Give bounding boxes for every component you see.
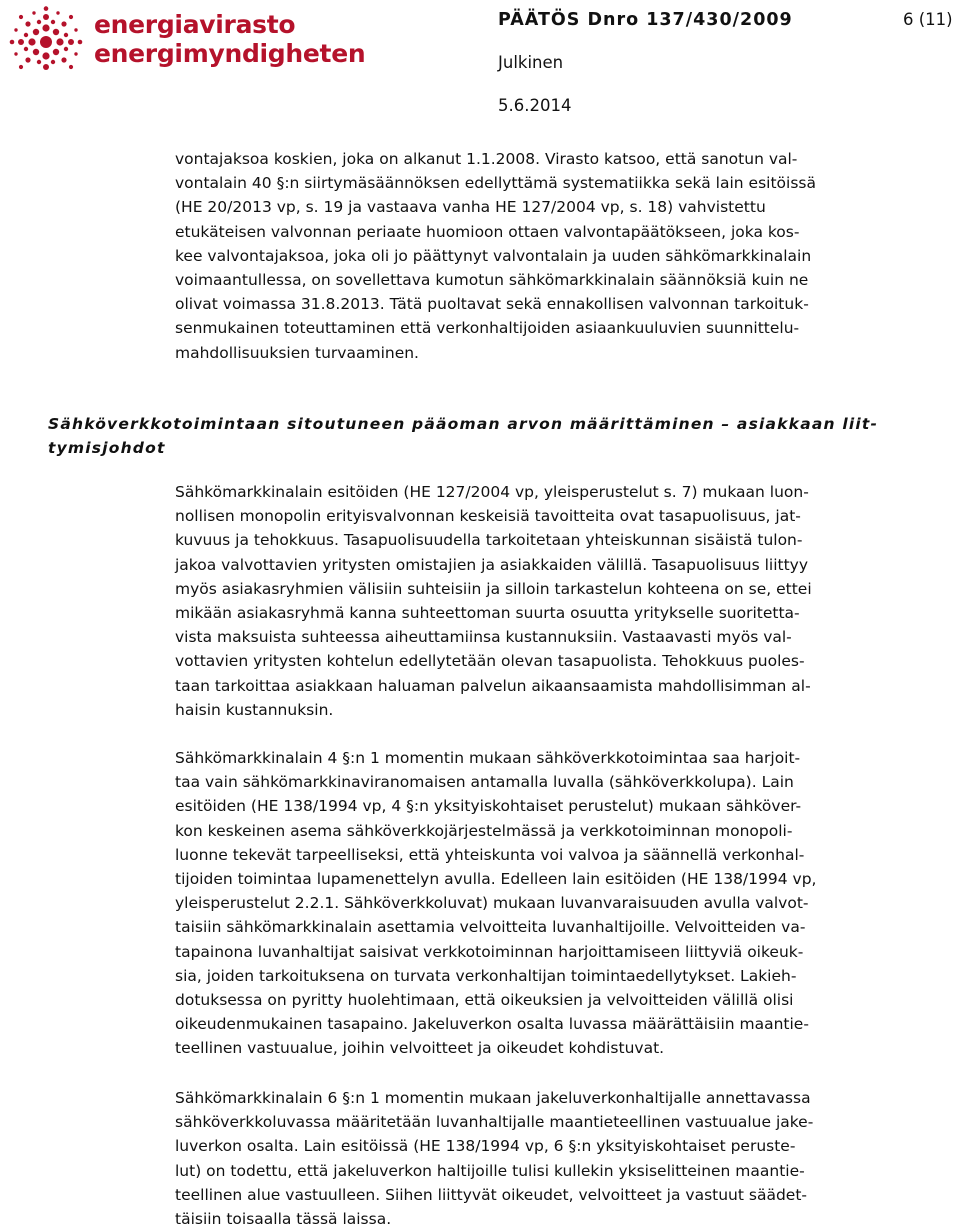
logo-line-finnish: energiavirasto xyxy=(94,10,296,39)
text-line: taan tarkoittaa asiakkaan haluaman palvelun aikaansaamista mahdollisimman al- xyxy=(175,676,811,695)
text-line: taa vain sähkömarkkinaviranomaisen antamalla luvalla (sähköverkkolupa). Lain xyxy=(175,773,794,792)
agency-logo xyxy=(6,6,366,72)
text-line: dotuksessa on pyritty huolehtimaan, että oikeuksien ja velvoitteiden välillä olisi xyxy=(175,991,794,1010)
text-line: vista maksuista suhteessa aiheuttamiinsa kustannuksiin. Vastaavasti myös val- xyxy=(175,628,792,647)
text-line: tapainona luvanhaltijat saisivat verkkotoiminnan harjoittamiseen liittyviä oikeuk- xyxy=(175,942,804,961)
text-line: mikään asiakasryhmä kanna suhteettoman suurta osuutta yritykselle suoritetta- xyxy=(175,604,800,623)
text-line: kee valvontajaksoa, joka oli jo päättynyt valvontalain ja uuden sähkömarkkinalain xyxy=(175,246,812,265)
text-line: luonne tekevät tarpeelliseksi, että yhteiskunta voi valvoa ja säännellä verkonhal- xyxy=(175,845,805,864)
text-line: täisiin toisaalla tässä laissa. xyxy=(175,1210,392,1229)
text-line: Sähkömarkkinalain esitöiden (HE 127/2004 vp, yleisperustelut s. 7) mukaan luon- xyxy=(175,483,809,501)
text-line: vontalain 40 §:n siirtymäsäännöksen edellyttämä systematiikka sekä lain esitöissä xyxy=(175,174,816,193)
paragraph-objectives xyxy=(175,480,895,722)
text-line: Sähkömarkkinalain 6 §:n 1 momentin mukaan jakeluverkonhaltijalle annettavassa xyxy=(175,1089,811,1107)
heading-line: Sähköverkkotoimintaan sitoutuneen pääoman arvon määrittäminen – asiakkaan liit- xyxy=(48,415,879,433)
paragraph-network-licence xyxy=(175,746,895,1061)
text-line: jakoa valvottavien yritysten omistajien ja asiakkaiden välillä. Tasapuolisuus liittyy xyxy=(175,555,809,574)
text-line: tijoiden toimintaa lupamenettelyn avulla. Edelleen lain esitöiden (HE 138/1994 vp, xyxy=(175,870,817,889)
text-line: Sähkömarkkinalain 4 §:n 1 momentin mukaan sähköverkkotoimintaa saa harjoit- xyxy=(175,749,801,767)
text-line: myös asiakasryhmien välisiin suhteisiin ja silloin tarkastelun kohteena on se, ettei xyxy=(175,579,812,598)
text-line: luverkon osalta. Lain esitöissä (HE 138/1994 vp, 6 §:n yksityiskohtaiset peruste- xyxy=(175,1137,796,1156)
sunburst-logo-icon xyxy=(6,6,86,72)
text-line: taisiin sähkömarkkinalain asettamia velvoitteita luvanhaltijoille. Velvoitteiden va- xyxy=(175,918,806,937)
paragraph-distribution-area xyxy=(175,1086,895,1231)
text-line: nollisen monopolin erityisvalvonnan keskeisiä tavoitteita ovat tasapuolisuus, jat- xyxy=(175,507,801,526)
text-line: voimaantullessa, on sovellettava kumotun sähkömarkkinalain säännöksiä kuin ne xyxy=(175,271,809,290)
text-line: kon keskeinen asema sähköverkkojärjestelmässä ja verkkotoiminnan monopoli- xyxy=(175,821,793,840)
text-line: sia, joiden tarkoituksena on turvata verkonhaltijan toimintaedellytykset. Lakieh- xyxy=(175,966,797,985)
heading-line: tymisjohdot xyxy=(48,439,166,458)
document-date: 5.6.2014 xyxy=(498,96,572,115)
text-line: kuvuus ja tehokkuus. Tasapuolisuudella tarkoitetaan yhteiskunnan sisäistä tulon- xyxy=(175,531,803,550)
page-header xyxy=(0,0,960,120)
page-number: 6 (11) xyxy=(903,10,953,29)
text-line: lut) on todettu, että jakeluverkon haltijoille tulisi kullekin yksiselitteinen maantie- xyxy=(175,1161,805,1180)
text-line: sähköverkkoluvassa määritetään luvanhaltijalle maantieteellinen vastuualue jake- xyxy=(175,1113,814,1132)
text-line: yleisperustelut 2.2.1. Sähköverkkoluvat) mukaan luvanvaraisuuden avulla valvot- xyxy=(175,894,809,913)
text-line: teellinen vastuualue, joihin velvoitteet ja oikeudet kohdistuvat. xyxy=(175,1039,665,1058)
section-heading xyxy=(48,412,898,460)
text-line: senmukainen toteuttaminen että verkonhaltijoiden asiaankuuluvien suunnittelu- xyxy=(175,319,800,338)
text-line: haisin kustannuksin. xyxy=(175,700,334,719)
decision-number: PÄÄTÖS Dnro 137/430/2009 xyxy=(498,10,793,30)
text-line: etukäteisen valvonnan periaate huomioon ottaen valvontapäätökseen, joka kos- xyxy=(175,222,800,241)
text-line: vontajaksoa koskien, joka on alkanut 1.1.2008. Virasto katsoo, että sanotun val- xyxy=(175,150,798,168)
text-line: vottavien yritysten kohtelun edellytetään olevan tasapuolista. Tehokkuus puoles- xyxy=(175,652,805,671)
text-line: esitöiden (HE 138/1994 vp, 4 §:n yksityiskohtaiset perustelut) mukaan sähköver- xyxy=(175,797,802,816)
text-line: oikeudenmukainen tasapaino. Jakeluverkon osalta luvassa määrättäisiin maantie- xyxy=(175,1015,809,1034)
text-line: olivat voimassa 31.8.2013. Tätä puoltavat sekä ennakollisen valvonnan tarkoituk- xyxy=(175,295,809,314)
text-line: (HE 20/2013 vp, s. 19 ja vastaava vanha HE 127/2004 vp, s. 18) vahvistettu xyxy=(175,198,766,217)
logo-line-swedish: energimyndigheten xyxy=(94,39,366,68)
text-line: mahdollisuuksien turvaaminen. xyxy=(175,343,419,362)
document-classification: Julkinen xyxy=(498,53,564,72)
logo-wordmark xyxy=(94,10,365,68)
paragraph-continuation xyxy=(175,147,895,365)
text-line: teellinen alue vastuulleen. Siihen liittyvät oikeudet, velvoitteet ja vastuut säädet- xyxy=(175,1185,808,1204)
